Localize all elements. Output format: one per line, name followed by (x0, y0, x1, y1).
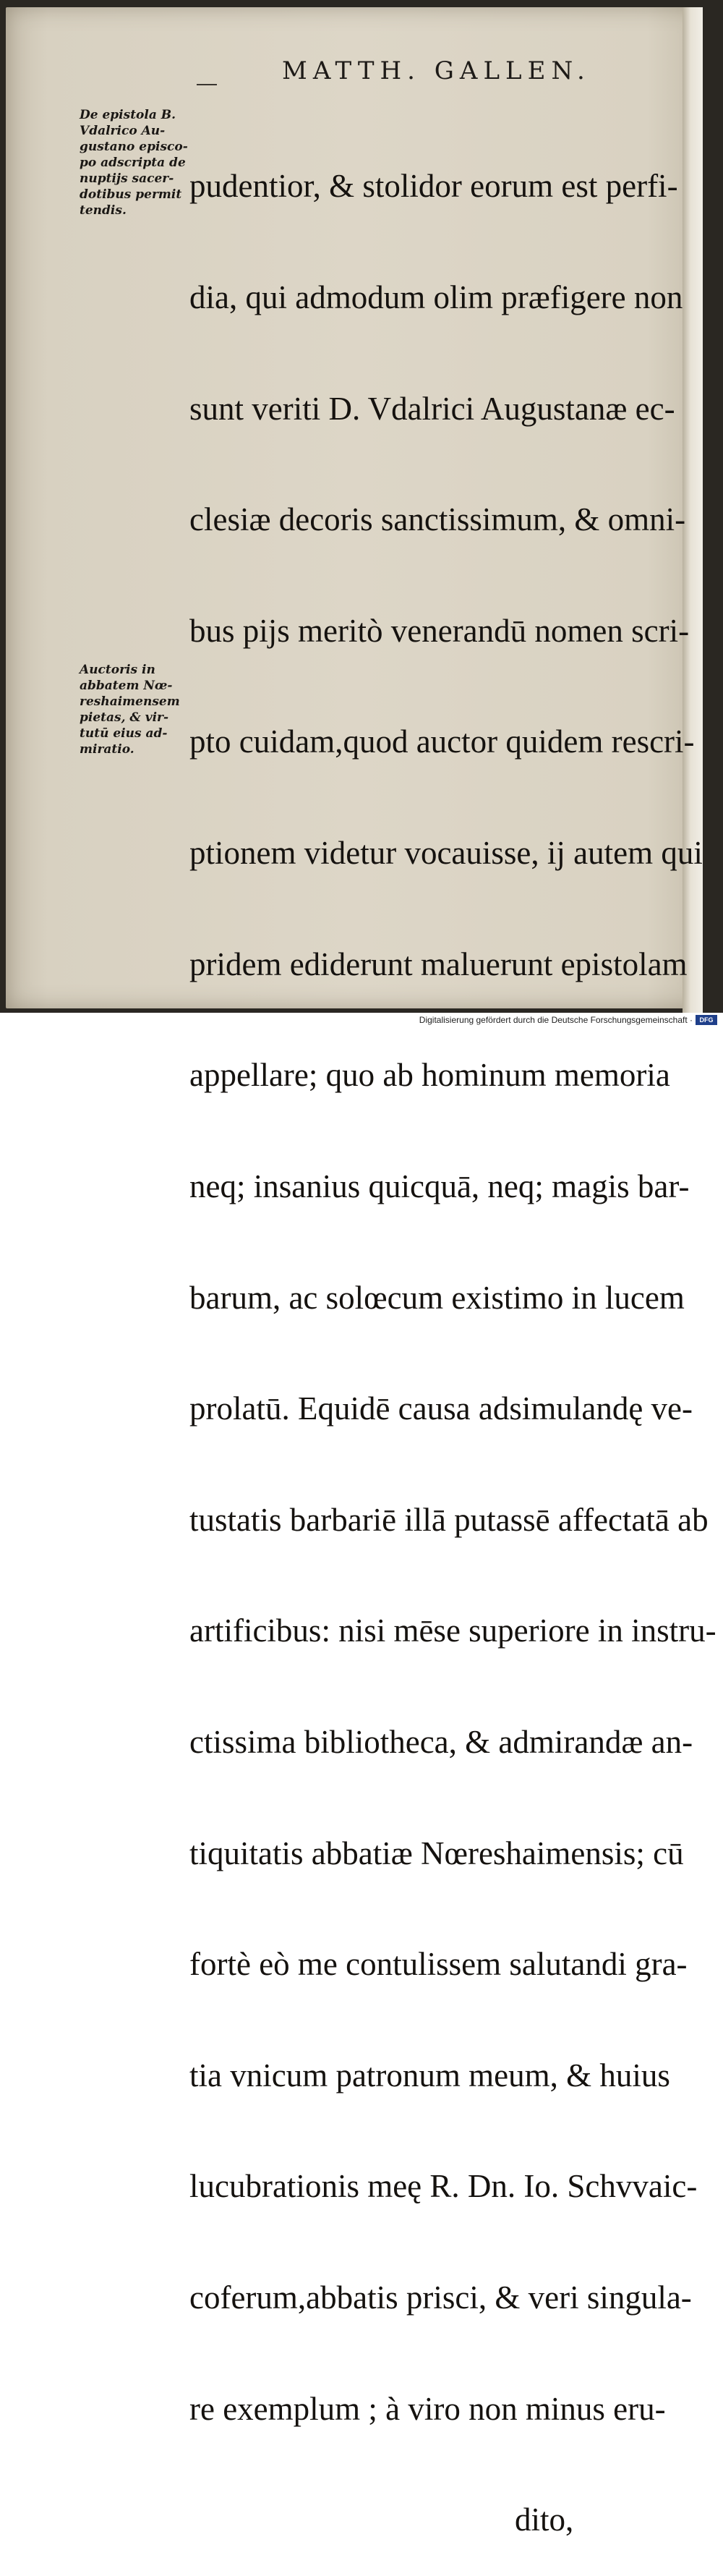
text-line: pudentior, & stolidor eorum est perfi- (189, 168, 678, 205)
text-line: dito, (189, 2501, 574, 2538)
text-line: pridem ediderunt maluerunt epistolam (189, 945, 688, 982)
text-line: pto cuidam,quod auctor quidem rescri- (189, 723, 695, 760)
text-line: ptionem videtur vocauisse, ij autem qui (189, 835, 703, 872)
margin-line: tutū eius ad- (80, 726, 168, 741)
margin-line: reshaimensem (80, 694, 180, 709)
text-line: dia, qui admodum olim præfigere non (189, 279, 683, 316)
text-line: tustatis barbariē illā putassē affectatā ab (189, 1501, 709, 1538)
margin-note-auctoris (80, 662, 188, 757)
text-line: fortè eò me contulissem salutandi gra- (189, 1946, 688, 1983)
text-line: clesiæ decoris sanctissimum, & omni- (189, 501, 686, 538)
text-line: neq; insanius quicquā, neq; magis bar- (189, 1168, 690, 1204)
running-title: MATTH. GALLEN. (282, 56, 591, 85)
margin-line: De epistola B. (80, 108, 176, 122)
text-line: tia vnicum patronum meum, & huius (189, 2057, 670, 2093)
text-line: lucubrationis meę R. Dn. Io. Schvvaic- (189, 2168, 698, 2205)
margin-line: Auctoris in (80, 663, 155, 677)
text-line: artificibus: nisi mēse superiore in instru- (189, 1612, 716, 1649)
margin-line: nuptijs sacer- (80, 171, 174, 186)
dfg-logo: DFG (696, 1015, 717, 1025)
text-line: appellare; quo ab hominum memoria (189, 1057, 670, 1094)
footer-credit: Digitalisierung gefördert durch die Deutsche Forschungsgemeinschaft · (419, 1015, 693, 1025)
margin-line: pietas, & vir- (80, 710, 169, 725)
footer-bar (0, 1013, 723, 1027)
text-line: ctissima bibliotheca, & admirandæ an- (189, 1723, 693, 1760)
margin-note-epistola (80, 107, 188, 218)
text-line: re exemplum ; à viro non minus eru- (189, 2390, 666, 2427)
margin-line: tendis. (80, 203, 127, 218)
margin-line: gustano episco- (80, 140, 188, 154)
text-line: coferum,abbatis prisci, & veri singula- (189, 2279, 692, 2316)
text-line: barum, ac solœcum existimo in lucem (189, 1279, 685, 1316)
margin-line: Vdalrico Au- (80, 124, 166, 138)
margin-line: abbatem Nœ- (80, 679, 173, 693)
header-rule (197, 84, 217, 85)
text-line: prolatū. Equidē causa adsimulandę ve- (189, 1390, 693, 1427)
margin-line: dotibus permit (80, 187, 182, 202)
margin-line: po adscripta de (80, 156, 186, 170)
text-line: tiquitatis abbatiæ Nœreshaimensis; cū (189, 1835, 684, 1871)
text-line: sunt veriti D. Vdalrici Augustanæ ec- (189, 390, 675, 427)
text-line: bus pijs meritò venerandū nomen scri- (189, 612, 690, 649)
margin-line: miratio. (80, 742, 134, 757)
